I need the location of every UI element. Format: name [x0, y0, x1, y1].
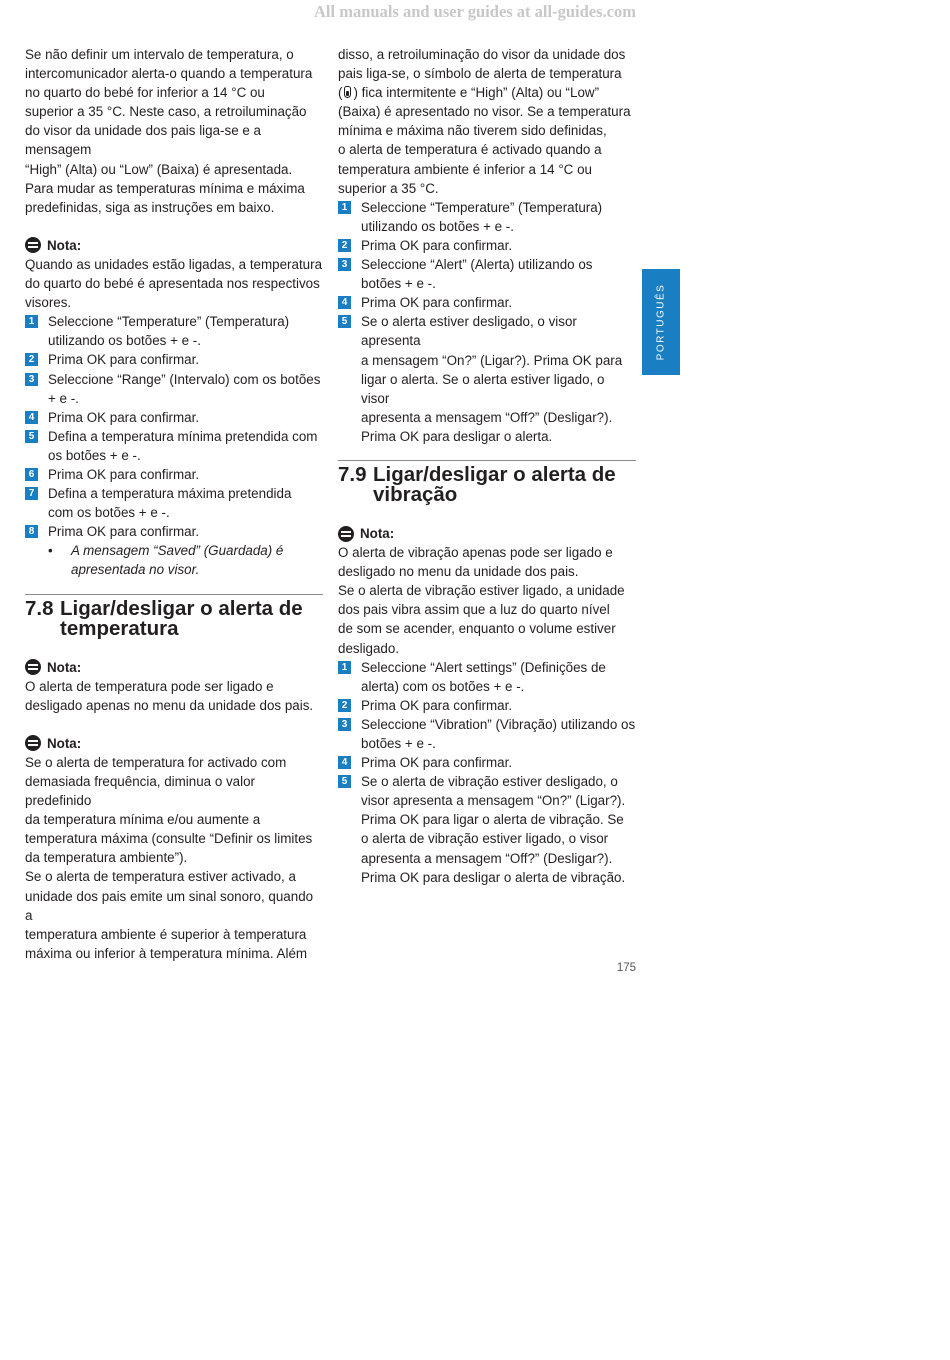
section-title: Ligar/desligar o alerta de — [373, 462, 616, 486]
step-text: Prima OK para desligar o alerta. — [361, 428, 553, 444]
step-item — [338, 293, 636, 312]
step-number: 1 — [338, 201, 351, 214]
note-text — [25, 255, 323, 312]
text-line: Se não definir um intervalo de temperatura, o — [25, 47, 294, 62]
step-item — [25, 465, 323, 484]
step-text: Prima OK para confirmar. — [361, 295, 513, 311]
section-divider — [25, 594, 323, 595]
bullet-dot: • — [48, 543, 53, 559]
step-text: utilizando os botões + e -. — [361, 218, 514, 234]
step-number: 2 — [338, 699, 351, 712]
step-text: ligar o alerta. Se o alerta estiver ligado, o visor — [361, 371, 605, 406]
step-text: Prima OK para ligar o alerta de vibração. Se — [361, 812, 624, 828]
step-text: Seleccione “Temperature” (Temperatura) — [48, 314, 290, 330]
step-text: Prima OK para confirmar. — [48, 524, 200, 540]
step-text: Defina a temperatura mínima pretendida com — [48, 428, 318, 444]
text-line: demasiada frequência, diminua o valor predefinido — [25, 774, 256, 809]
page-number: 175 — [616, 962, 636, 974]
text-line: superior a 35 °C. — [338, 180, 439, 196]
step-number: 6 — [25, 468, 38, 481]
step-list — [338, 198, 636, 446]
step-list — [25, 312, 323, 541]
step-text: visor apresenta a mensagem “On?” (Ligar?). — [361, 793, 626, 809]
text-line: desligado no menu da unidade dos pais. — [338, 564, 579, 580]
step-item — [338, 236, 636, 255]
step-text: + e -. — [48, 390, 79, 406]
section-number: 7.8 — [25, 596, 54, 620]
text-line: do visor da unidade dos pais liga-se e a mensagem — [25, 123, 261, 158]
bullet-text: A mensagem “Saved” (Guardada) é — [71, 543, 284, 559]
step-text: botões + e -. — [361, 736, 436, 751]
text-line: de som se acender, enquanto o volume estiver — [338, 621, 616, 637]
step-item — [338, 772, 636, 887]
text-line: O alerta de temperatura pode ser ligado e — [25, 678, 274, 694]
watermark-header: All manuals and user guides at all-guides.com — [314, 2, 636, 21]
step-text: Prima OK para confirmar. — [48, 409, 200, 425]
step-text: Seleccione “Alert” (Alerta) utilizando os — [361, 257, 593, 273]
note-heading — [25, 734, 323, 753]
step-list — [338, 658, 636, 887]
text-line: temperatura máxima (consulte “Definir os limites — [25, 831, 313, 847]
text-line: desligado apenas no menu da unidade dos pais. — [25, 697, 314, 713]
step-text: com os botões + e -. — [48, 505, 170, 521]
text-line: temperatura ambiente é inferior a 14 °C ou — [338, 161, 592, 177]
step-text: Prima OK para confirmar. — [48, 352, 200, 368]
step-item — [25, 350, 323, 369]
section-heading-7-9 — [338, 462, 636, 506]
note-heading — [25, 658, 323, 677]
note-text — [25, 677, 323, 715]
text-line: O alerta de vibração apenas pode ser ligado e — [338, 545, 613, 561]
text-line: visores. — [25, 295, 72, 311]
step-number: 5 — [25, 430, 38, 443]
note-icon — [25, 735, 41, 751]
step-item — [25, 427, 323, 465]
text-line: intercomunicador alerta-o quando a temperatura — [25, 66, 313, 82]
step-number: 4 — [338, 756, 351, 769]
text-line: máxima ou inferior à temperatura mínima. Além — [25, 945, 308, 961]
left-column — [25, 45, 323, 963]
note-icon — [338, 526, 354, 542]
text-fragment: ( — [338, 85, 343, 101]
bullet-text: apresentada no visor. — [71, 562, 200, 578]
language-tab — [642, 269, 680, 375]
right-column — [338, 45, 636, 887]
note-heading — [25, 236, 323, 255]
step-text: Prima OK para confirmar. — [361, 237, 513, 253]
text-line: pais liga-se, o símbolo de alerta de temperatura — [338, 66, 622, 82]
step-item — [338, 198, 636, 236]
note-label: Nota: — [360, 525, 395, 541]
text-line: Se o alerta de temperatura estiver activado, a — [25, 869, 296, 885]
step-item — [338, 753, 636, 772]
step-number: 1 — [338, 661, 351, 674]
step-item — [338, 312, 636, 446]
section-divider — [338, 460, 636, 461]
step-text: Seleccione “Vibration” (Vibração) utilizando os — [361, 716, 636, 732]
step-text: o alerta de vibração estiver ligado, o visor — [361, 831, 609, 847]
note-icon — [25, 237, 41, 253]
text-line: Se o alerta de vibração estiver ligado, a unidade — [338, 583, 625, 599]
step-item — [338, 715, 636, 753]
step-text: Seleccione “Range” (Intervalo) com os botões — [48, 371, 321, 387]
step-text: apresenta a mensagem “Off?” (Desligar?). — [361, 409, 613, 425]
note-label: Nota: — [47, 659, 82, 675]
text-line: o alerta de temperatura é activado quando a — [338, 142, 602, 158]
step-item — [338, 658, 636, 696]
text-line: Se o alerta de temperatura for activado com — [25, 754, 287, 770]
section-title: vibração — [373, 482, 458, 506]
note-text — [338, 543, 636, 658]
text-line: da temperatura mínima e/ou aumente a — [25, 812, 261, 828]
step-item — [338, 255, 636, 293]
text-line: unidade dos pais emite um sinal sonoro, quando a — [25, 888, 314, 923]
step-number: 2 — [338, 239, 351, 252]
text-line: predefinidas, siga as instruções em baixo. — [25, 199, 275, 215]
step-text: utilizando os botões + e -. — [48, 333, 201, 349]
text-line: disso, a retroiluminação do visor da unidade dos — [338, 47, 626, 62]
continued-paragraph — [338, 45, 636, 198]
text-line: dos pais vibra assim que a luz do quarto nível — [338, 602, 610, 618]
section-number: 7.9 — [338, 462, 367, 486]
step-text: Defina a temperatura máxima pretendida — [48, 486, 292, 502]
note-heading — [338, 524, 636, 543]
step-item — [338, 696, 636, 715]
step-text: alerta) com os botões + e -. — [361, 678, 525, 694]
step-number: 8 — [25, 525, 38, 538]
step-text: Prima OK para confirmar. — [361, 755, 513, 771]
step-text: Se o alerta estiver desligado, o visor apresenta — [361, 314, 577, 349]
step-item — [25, 408, 323, 427]
note-label: Nota: — [47, 237, 82, 253]
text-line: (Baixa) é apresentado no visor. Se a temperatura — [338, 104, 631, 120]
step-text: Prima OK para confirmar. — [361, 697, 513, 713]
text-line: Para mudar as temperaturas mínima e máxima — [25, 180, 305, 196]
text-line: desligado. — [338, 640, 400, 656]
text-line: superior a 35 °C. Neste caso, a retroiluminação — [25, 104, 307, 120]
step-text: botões + e -. — [361, 276, 436, 292]
thermometer-icon — [344, 86, 351, 98]
text-line: no quarto do bebé for inferior a 14 °C ou — [25, 85, 265, 101]
step-text: a mensagem “On?” (Ligar?). Prima OK para — [361, 352, 623, 368]
step-text: apresenta a mensagem “Off?” (Desligar?). — [361, 850, 613, 866]
note-label: Nota: — [47, 735, 82, 751]
step-item — [25, 522, 323, 541]
step-number: 3 — [338, 258, 351, 271]
step-number: 2 — [25, 353, 38, 366]
step-text: Prima OK para confirmar. — [48, 466, 200, 482]
text-line: do quarto do bebé é apresentada nos respectivos — [25, 276, 320, 292]
section-title: temperatura — [60, 616, 179, 640]
bullet-item — [25, 541, 323, 579]
step-text: Se o alerta de vibração estiver desligado, o — [361, 774, 618, 790]
language-tab-label: PORTUGUÊS — [655, 283, 667, 361]
note-text — [25, 753, 323, 963]
step-text: Seleccione “Alert settings” (Definições de — [361, 659, 606, 675]
step-text: Prima OK para desligar o alerta de vibração. — [361, 869, 626, 885]
step-number: 7 — [25, 487, 38, 500]
section-heading-7-8 — [25, 596, 323, 640]
step-number: 4 — [25, 411, 38, 424]
step-text: os botões + e -. — [48, 447, 141, 463]
text-line: mínima e máxima não tiverem sido definidas, — [338, 123, 607, 139]
step-number: 3 — [25, 373, 38, 386]
section-title: Ligar/desligar o alerta de — [60, 596, 303, 620]
step-item — [25, 484, 323, 522]
text-line — [338, 83, 636, 102]
step-item — [25, 370, 323, 408]
text-line: “High” (Alta) ou “Low” (Baixa) é apresentada. — [25, 161, 293, 177]
step-number: 4 — [338, 296, 351, 309]
intro-paragraph — [25, 45, 323, 217]
text-line: temperatura ambiente é superior à temperatura — [25, 926, 307, 942]
step-number: 1 — [25, 315, 38, 328]
text-line: da temperatura ambiente”). — [25, 850, 188, 866]
step-number: 3 — [338, 718, 351, 731]
text-line: Quando as unidades estão ligadas, a temperatura — [25, 256, 323, 272]
step-text: Seleccione “Temperature” (Temperatura) — [361, 199, 603, 215]
note-icon — [25, 659, 41, 675]
text-fragment: ) fica intermitente e “High” (Alta) ou “Low” — [353, 85, 600, 101]
step-number: 5 — [338, 315, 351, 328]
step-item — [25, 312, 323, 350]
step-number: 5 — [338, 775, 351, 788]
